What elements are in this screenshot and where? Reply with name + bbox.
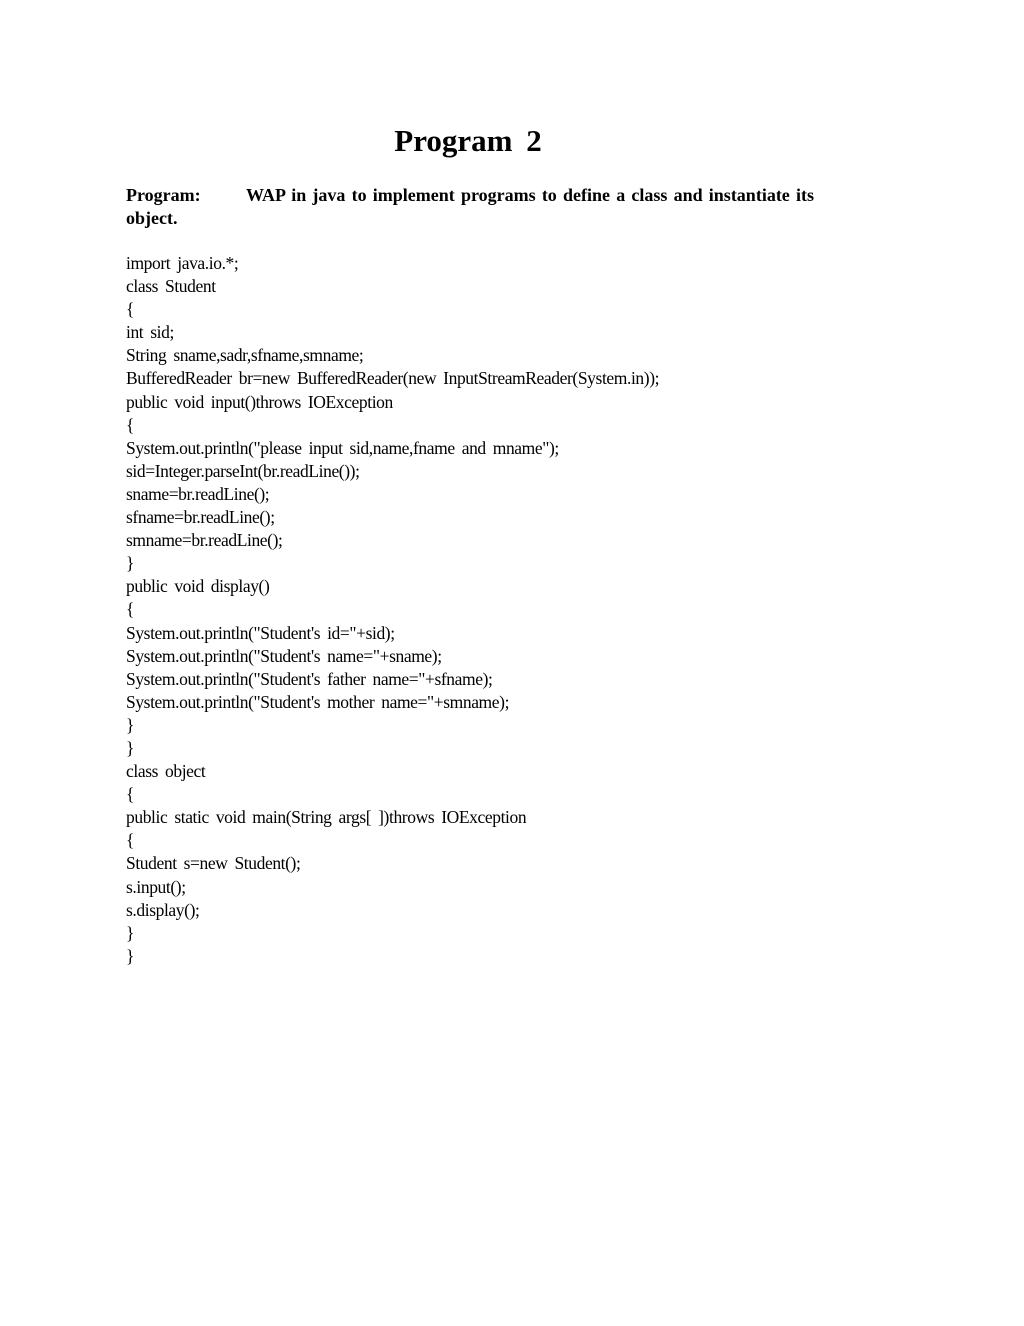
code-line: sfname=br.readLine();	[126, 507, 275, 528]
code-line: {	[126, 414, 134, 435]
code-line: s.input();	[126, 876, 186, 897]
code-line: }	[126, 553, 134, 574]
code-line: sid=Integer.parseInt(br.readLine());	[126, 460, 360, 481]
code-line: }	[126, 945, 134, 966]
code-line: int sid;	[126, 322, 174, 343]
code-line: class Student	[126, 276, 216, 297]
code-line: System.out.println("Student's mother name="+smname);	[126, 691, 510, 712]
program-aim	[126, 184, 814, 230]
code-line: BufferedReader br=new BufferedReader(new InputStreamReader(System.in));	[126, 368, 660, 389]
code-line: {	[126, 784, 134, 805]
code-line: smname=br.readLine();	[126, 530, 283, 551]
aim-label: Program:	[126, 185, 201, 205]
page-title: Program 2	[394, 123, 542, 158]
code-line: }	[126, 737, 134, 758]
code-listing	[126, 252, 659, 968]
code-line: }	[126, 714, 134, 735]
code-line: Student s=new Student();	[126, 853, 301, 874]
code-line: System.out.println("please input sid,name,fname and mname");	[126, 437, 559, 458]
code-line: import java.io.*;	[126, 253, 239, 273]
code-line: System.out.println("Student's name="+sname);	[126, 645, 442, 666]
code-line: s.display();	[126, 899, 200, 920]
code-line: {	[126, 299, 134, 320]
code-line: public void input()throws IOException	[126, 391, 393, 412]
aim-text: WAP in java to implement programs to define a class and instantiate its object.	[126, 185, 814, 228]
code-line: public void display()	[126, 576, 270, 597]
code-line: System.out.println("Student's id="+sid);	[126, 622, 395, 643]
code-line: public static void main(String args[ ])throws IOException	[126, 807, 527, 828]
code-line: class object	[126, 761, 206, 782]
code-line: }	[126, 922, 134, 943]
code-line: String sname,sadr,sfname,smname;	[126, 345, 364, 366]
code-line: {	[126, 599, 134, 620]
code-line: sname=br.readLine();	[126, 483, 270, 504]
code-line: {	[126, 830, 134, 851]
code-line: System.out.println("Student's father name="+sfname);	[126, 668, 493, 689]
